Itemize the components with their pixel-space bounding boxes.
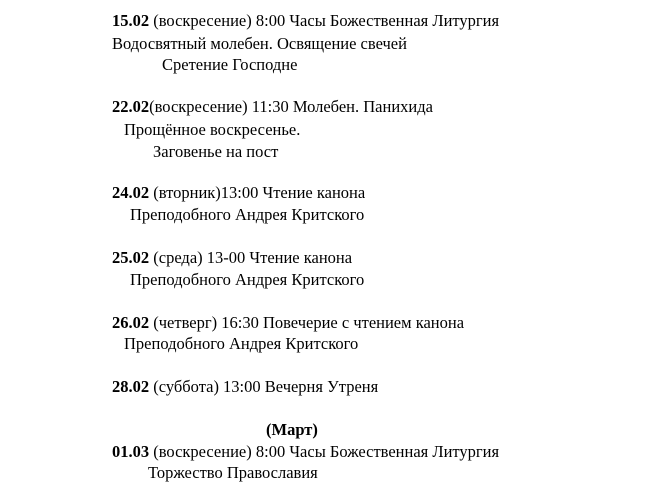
entry-date: 24.02 [112,183,150,202]
entry-date: 26.02 [112,313,150,332]
entry-detail-line: Прощённое воскресенье. [124,120,301,139]
entry-date: 28.02 [112,377,150,396]
schedule-entry-line [112,441,499,462]
entry-text: (вторник)13:00 Чтение канона [149,183,366,202]
entry-text: (суббота) 13:00 Вечерня Утреня [149,377,379,396]
entry-text: (среда) 13-00 Чтение канона [149,248,353,267]
entry-detail-line: Водосвятный молебен. Освящение свечей [112,34,407,53]
month-heading: (Март) [266,420,318,439]
entry-detail-line: Преподобного Андрея Критского [130,270,365,289]
schedule-entry-line [112,312,464,333]
entry-text: (воскресение) 8:00 Часы Божественная Литургия [149,442,500,461]
entry-detail-line: Преподобного Андрея Критского [130,205,365,224]
entry-date: 25.02 [112,248,150,267]
entry-text: (воскресение) 11:30 Молебен. Панихида [149,97,433,116]
entry-detail-line: Преподобного Андрея Критского [124,334,359,353]
schedule-entry-line [112,376,378,397]
schedule-entry-line [112,96,433,117]
entry-date: 22.02 [112,97,150,116]
entry-detail-line: Сретение Господне [162,55,298,74]
schedule-entry-line [112,247,352,268]
entry-text: (четверг) 16:30 Повечерие с чтением канона [149,313,465,332]
entry-detail-line: Торжество Православия [148,463,318,482]
entry-text: (воскресение) 8:00 Часы Божественная Литургия [149,11,500,30]
entry-date: 01.03 [112,442,150,461]
schedule-entry-line [112,10,499,31]
schedule-entry-line [112,182,365,203]
entry-date: 15.02 [112,11,150,30]
entry-detail-line: Заговенье на пост [153,142,279,161]
